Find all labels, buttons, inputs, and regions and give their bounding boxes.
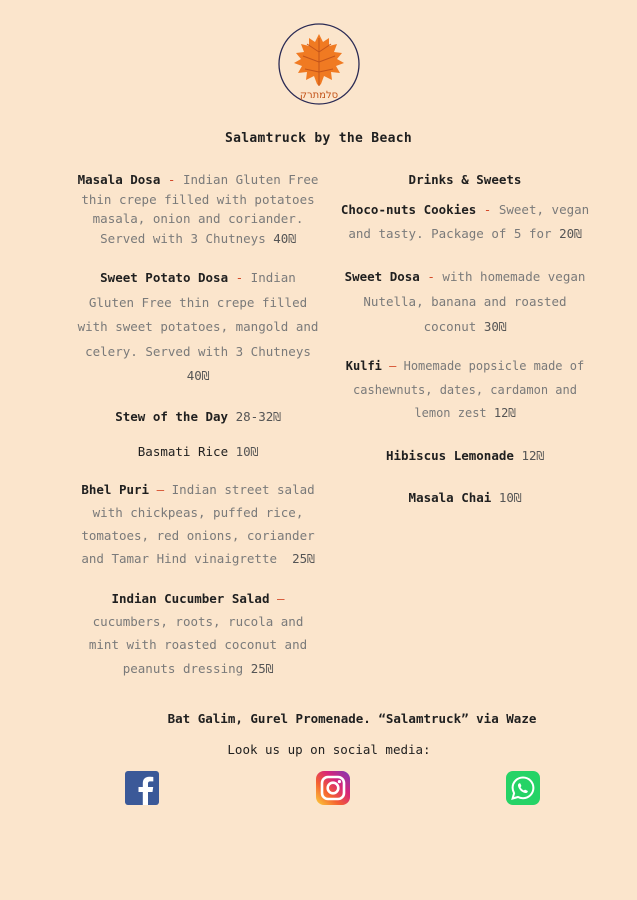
item-price: 20₪ (559, 226, 582, 241)
item-separator: – (381, 359, 404, 373)
item-description: Homemade popsicle made of cashewnuts, dates, cardamon and lemon zest (353, 359, 585, 420)
item-price: 12₪ (493, 406, 516, 420)
drinks-column (340, 170, 590, 524)
item-description: Indian street salad with chickpeas, puffed rice, tomatoes, red onions, coriander and Tamar Hind vinaigrette (81, 481, 315, 567)
item-name: Indian Cucumber Salad (111, 590, 270, 606)
menu-item (74, 478, 322, 571)
item-description: Indian Gluten Free thin crepe filled with potatoes masala, onion and coriander. Served with 3 Chutneys (81, 172, 319, 246)
item-name: Sweet Dosa (344, 269, 420, 284)
menu-item (74, 587, 322, 680)
item-price: 40₪ (186, 368, 210, 383)
menu-item (74, 442, 322, 462)
item-name: Stew of the Day (115, 408, 229, 424)
menu-title: Salamtruck by the Beach (225, 131, 412, 146)
item-description: cucumbers, roots, rucola and mint with roasted coconut and peanuts dressing (88, 613, 308, 676)
section-heading: Drinks & Sweets (408, 172, 522, 187)
item-name: Bhel Puri (81, 481, 150, 497)
item-price: 10₪ (498, 489, 522, 505)
item-price: 10₪ (235, 444, 259, 459)
item-price: 25₪ (292, 551, 315, 567)
food-column (74, 170, 322, 694)
facebook-icon[interactable] (125, 771, 159, 805)
item-description: Indian Gluten Free thin crepe filled with sweet potatoes, mangold and celery. Served with 3 Chutneys (77, 270, 319, 359)
item-separator (228, 409, 236, 424)
menu-item (340, 355, 590, 426)
menu-item (340, 486, 590, 510)
item-separator: – (149, 481, 172, 497)
address-line: Bat Galim, Gurel Promenade. “Salamtruck” via Waze (167, 711, 537, 726)
item-name: Masala Chai (408, 489, 492, 505)
instagram-icon[interactable] (316, 771, 350, 805)
item-separator: - (228, 270, 251, 285)
social-media-prompt: Look us up on social media: (227, 742, 431, 757)
menu-item (74, 266, 322, 389)
item-name: Masala Dosa (77, 172, 161, 187)
menu-item (74, 407, 322, 427)
item-separator (228, 444, 236, 459)
item-separator: – (269, 590, 285, 606)
item-name: Kulfi (345, 359, 382, 373)
item-price: 28-32₪ (235, 408, 281, 424)
item-name: Sweet Potato Dosa (100, 270, 229, 285)
item-name: Basmati Rice (137, 444, 229, 459)
item-price: 25₪ (250, 660, 274, 676)
item-price: 30₪ (483, 319, 507, 334)
item-name: Choco-nuts Cookies (340, 202, 477, 217)
item-separator: - (476, 202, 499, 217)
logo-text: סלמתרק (299, 90, 339, 101)
item-name: Hibiscus Lemonade (385, 447, 514, 463)
item-price: 12₪ (521, 447, 545, 463)
item-price: 40₪ (273, 230, 296, 246)
item-separator (491, 490, 499, 505)
menu-item (74, 170, 322, 248)
item-description: with homemade vegan Nutella, banana and roasted coconut (363, 269, 586, 334)
item-separator: - (160, 172, 183, 187)
menu-item (340, 198, 590, 246)
whatsapp-icon[interactable] (506, 771, 540, 805)
menu-item (340, 264, 590, 339)
item-separator: - (419, 269, 443, 284)
menu-item (340, 444, 590, 468)
leaf-logo-icon (277, 22, 361, 106)
item-description: Sweet, vegan and tasty. Package of 5 for (348, 202, 590, 241)
logo (277, 22, 361, 106)
